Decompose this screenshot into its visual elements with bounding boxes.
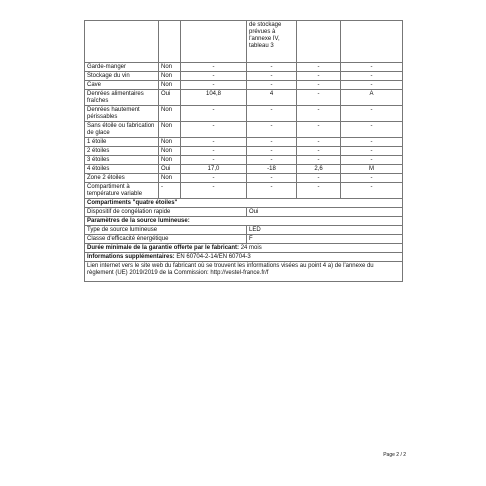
- compartment-row: [85, 156, 403, 165]
- compartment-volume-cell: -: [181, 156, 247, 165]
- compartment-name-cell: 2 étoiles: [85, 147, 159, 156]
- fast-freeze-value: Oui: [247, 208, 403, 217]
- compartment-power-cell: -: [297, 147, 341, 156]
- compartment-temperature-cell: -: [247, 106, 297, 122]
- compartment-volume-cell: -: [181, 63, 247, 72]
- header-fragment-row: [85, 21, 403, 63]
- four-star-section-title-row: [85, 199, 403, 208]
- web-link-text: Lien internet vers le site web du fabricant où se trouvent les informations visées au point 4 a) de l'annexe du règlement (UE) 2019/2019 de la Commission:: [87, 262, 374, 276]
- compartment-present-cell: -: [159, 183, 181, 199]
- compartment-power-cell: -: [297, 63, 341, 72]
- compartment-type-cell: -: [341, 72, 403, 81]
- compartment-present-cell: Non: [159, 122, 181, 138]
- compartment-type-cell: -: [341, 174, 403, 183]
- light-source-class-value: F: [247, 235, 403, 244]
- compartment-volume-cell: -: [181, 81, 247, 90]
- compartment-temperature-cell: -: [247, 81, 297, 90]
- compartment-volume-cell: -: [181, 147, 247, 156]
- compartment-row: [85, 72, 403, 81]
- compartment-name-cell: Garde-manger: [85, 63, 159, 72]
- compartment-row: [85, 138, 403, 147]
- compartment-type-cell: -: [341, 138, 403, 147]
- warranty-row: [85, 244, 403, 253]
- compartment-volume-cell: 104,8: [181, 90, 247, 106]
- compartment-power-cell: -: [297, 156, 341, 165]
- four-star-section-title: Compartiments "quatre étoiles": [85, 199, 403, 208]
- light-source-type-label: Type de source lumineuse: [85, 226, 247, 235]
- compartment-row: [85, 165, 403, 174]
- compartment-row: [85, 63, 403, 72]
- compartment-present-cell: Non: [159, 156, 181, 165]
- compartment-power-cell: -: [297, 72, 341, 81]
- compartment-row: [85, 90, 403, 106]
- compartment-type-cell: -: [341, 106, 403, 122]
- compartment-volume-cell: -: [181, 138, 247, 147]
- compartment-temperature-cell: -: [247, 63, 297, 72]
- compartment-type-cell: -: [341, 122, 403, 138]
- compartment-present-cell: Non: [159, 174, 181, 183]
- compartment-type-cell: M: [341, 165, 403, 174]
- compartment-present-cell: Non: [159, 147, 181, 156]
- compartment-power-cell: -: [297, 174, 341, 183]
- product-information-table: [84, 20, 403, 282]
- fast-freeze-label: Dispositif de congélation rapide: [85, 208, 247, 217]
- compartment-present-cell: Oui: [159, 165, 181, 174]
- compartment-type-cell: A: [341, 90, 403, 106]
- light-source-section-title-row: [85, 217, 403, 226]
- compartment-name-cell: 4 étoiles: [85, 165, 159, 174]
- compartment-temperature-cell: -: [247, 174, 297, 183]
- compartment-present-cell: Non: [159, 106, 181, 122]
- additional-info-label: Informations supplémentaires:: [87, 253, 175, 260]
- compartment-name-cell: Stockage du vin: [85, 72, 159, 81]
- light-source-class-label: Classe d'efficacité énergétique: [85, 235, 247, 244]
- compartment-power-cell: -: [297, 183, 341, 199]
- compartment-temperature-cell: 4: [247, 90, 297, 106]
- compartment-type-cell: -: [341, 183, 403, 199]
- compartment-temperature-cell: -: [247, 147, 297, 156]
- compartment-row: [85, 122, 403, 138]
- compartment-temperature-cell: -: [247, 156, 297, 165]
- compartment-temperature-cell: -18: [247, 165, 297, 174]
- compartment-power-cell: -: [297, 106, 341, 122]
- additional-info-cell: [85, 253, 403, 262]
- compartment-row: [85, 174, 403, 183]
- additional-info-value: EN 60704-2-14/EN 60704-3: [176, 253, 251, 260]
- web-link-cell: [85, 262, 403, 282]
- web-link-row: [85, 262, 403, 282]
- compartment-power-cell: -: [297, 138, 341, 147]
- compartment-present-cell: Non: [159, 138, 181, 147]
- compartment-temperature-cell: -: [247, 138, 297, 147]
- compartment-type-cell: -: [341, 81, 403, 90]
- compartment-temperature-cell: -: [247, 183, 297, 199]
- compartment-power-cell: -: [297, 81, 341, 90]
- compartment-volume-cell: -: [181, 72, 247, 81]
- compartment-volume-cell: 17,0: [181, 165, 247, 174]
- compartment-power-cell: 2,6: [297, 165, 341, 174]
- compartment-name-cell: Compartiment à température variable: [85, 183, 159, 199]
- compartment-present-cell: Non: [159, 72, 181, 81]
- header-fragment-cell: de stockage prévues à l'annexe IV, tableau 3: [247, 21, 297, 63]
- compartment-volume-cell: -: [181, 122, 247, 138]
- manufacturer-url-link[interactable]: http://vestel-france.fr/f: [210, 269, 269, 276]
- warranty-value: 24 mois: [240, 244, 262, 251]
- warranty-cell: [85, 244, 403, 253]
- compartment-name-cell: 1 étoile: [85, 138, 159, 147]
- compartment-temperature-cell: -: [247, 122, 297, 138]
- compartment-type-cell: -: [341, 63, 403, 72]
- compartment-name-cell: 3 étoiles: [85, 156, 159, 165]
- compartment-row: [85, 81, 403, 90]
- compartment-type-cell: -: [341, 156, 403, 165]
- compartment-name-cell: Denrées hautement périssables: [85, 106, 159, 122]
- compartment-row: [85, 106, 403, 122]
- light-source-section-title: Paramètres de la source lumineuse:: [85, 217, 403, 226]
- compartment-row: [85, 147, 403, 156]
- compartment-type-cell: -: [341, 147, 403, 156]
- compartment-volume-cell: -: [181, 106, 247, 122]
- compartment-row: [85, 183, 403, 199]
- compartment-name-cell: Zone 2 étoiles: [85, 174, 159, 183]
- compartment-name-cell: Denrées alimentaires fraîches: [85, 90, 159, 106]
- compartment-temperature-cell: -: [247, 72, 297, 81]
- page-number: Page 2 / 2: [383, 452, 406, 458]
- compartment-power-cell: -: [297, 122, 341, 138]
- compartment-name-cell: Cave: [85, 81, 159, 90]
- compartment-volume-cell: -: [181, 174, 247, 183]
- light-source-type-row: [85, 226, 403, 235]
- additional-info-row: [85, 253, 403, 262]
- compartment-present-cell: Non: [159, 81, 181, 90]
- compartment-present-cell: Oui: [159, 90, 181, 106]
- fast-freeze-row: [85, 208, 403, 217]
- compartment-present-cell: Non: [159, 63, 181, 72]
- light-source-class-row: [85, 235, 403, 244]
- compartment-volume-cell: -: [181, 183, 247, 199]
- compartment-power-cell: -: [297, 90, 341, 106]
- compartment-name-cell: Sans étoile ou fabrication de glace: [85, 122, 159, 138]
- light-source-type-value: LED: [247, 226, 403, 235]
- warranty-label: Durée minimale de la garantie offerte par le fabricant:: [87, 244, 240, 251]
